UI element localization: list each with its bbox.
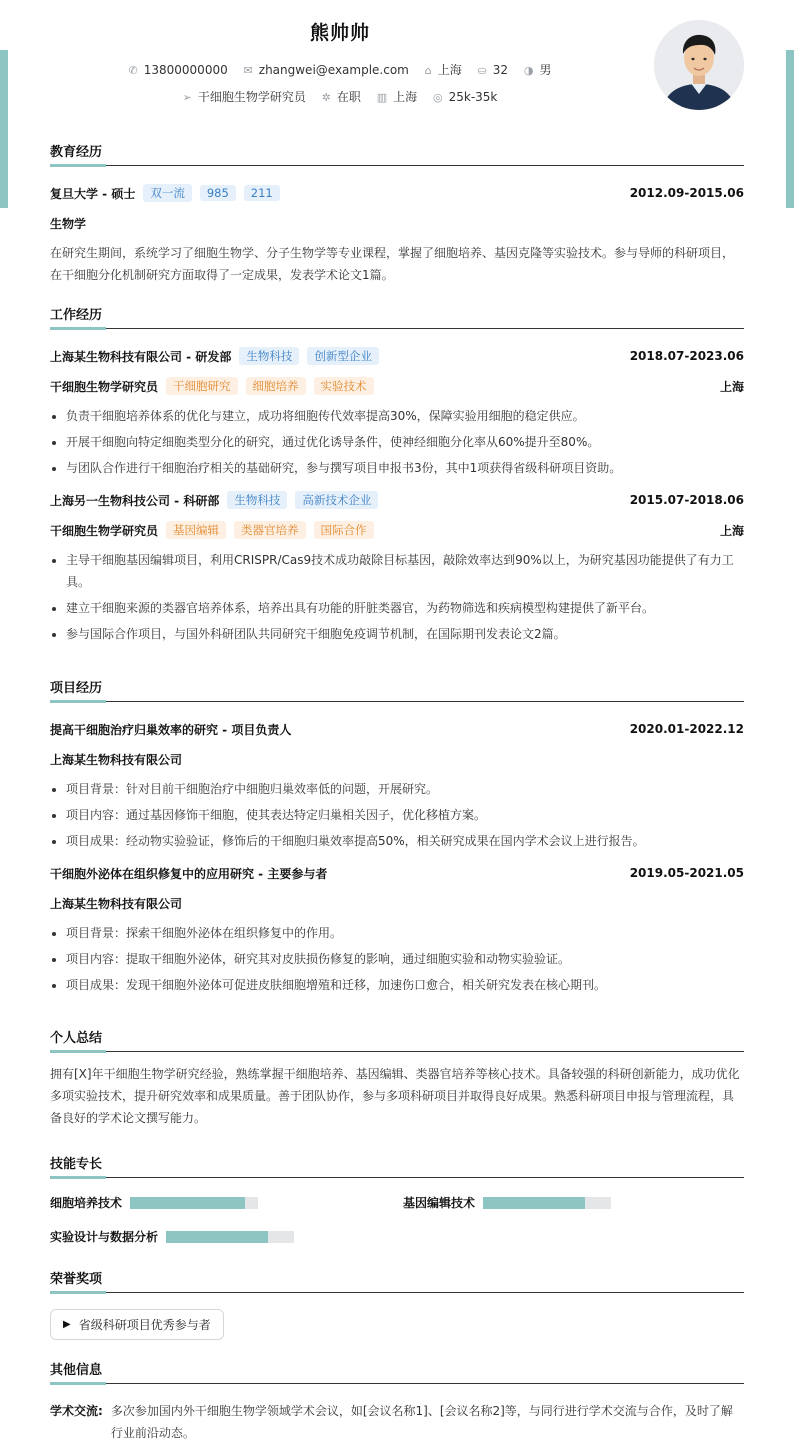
project-period: 2019.05-2021.05	[629, 866, 744, 880]
email-item	[244, 63, 409, 77]
skill-bar	[130, 1197, 258, 1209]
education-period: 2012.09-2015.06	[629, 186, 744, 200]
education-section	[50, 141, 744, 286]
age-text: 32	[492, 63, 509, 77]
project-name: 干细胞外泌体在组织修复中的应用研究 - 主要参与者	[50, 866, 328, 881]
job-period: 2018.07-2023.06	[629, 349, 744, 363]
education-description: 在研究生期间，系统学习了细胞生物学、分子生物学等专业课程，掌握了细胞培养、基因克隆等实验技术。参与导师的科研项目，在干细胞分化机制研究方面取得了一定成果，发表学术论文1篇。	[50, 246, 735, 282]
age-item	[478, 63, 509, 77]
job-company-row	[50, 345, 744, 367]
age-icon: ⛀	[477, 64, 487, 77]
skill-bar-fill	[130, 1197, 245, 1209]
email-text: zhangwei@example.com	[258, 63, 409, 77]
city-item	[377, 88, 417, 105]
summary-title: 个人总结	[50, 1027, 744, 1052]
list-item: • 与团队合作进行干细胞治疗相关的基础研究，参与撰写项目申报书3份，其中1项获得省级科研项目资助。	[66, 457, 744, 479]
status-text: 在职	[336, 90, 361, 104]
school-name: 复旦大学 - 硕士	[50, 186, 136, 201]
skill-item	[50, 1228, 294, 1245]
company-tag: 高新技术企业	[295, 491, 378, 509]
school-tag: 双一流	[143, 184, 192, 202]
role-text: 干细胞生物学研究员	[197, 90, 306, 104]
city-text: 上海	[393, 90, 418, 104]
salary-text: 25k-35k	[448, 90, 498, 104]
position-tag: 细胞培养	[246, 377, 306, 395]
send-icon: ➢	[182, 91, 192, 104]
school-tag: 211	[244, 185, 280, 201]
school-tag: 985	[200, 185, 236, 201]
project-row	[50, 862, 744, 884]
building-icon: ▥	[376, 91, 388, 104]
phone-item	[129, 63, 228, 77]
skill-item	[50, 1194, 258, 1211]
awards-section	[50, 1268, 744, 1340]
project-org-row	[50, 892, 744, 914]
skills-title: 技能专长	[50, 1153, 744, 1178]
list-item: • 主导干细胞基因编辑项目，利用CRISPR/Cas9技术成功敲除目标基因，敲除效率达到90%以上，为研究基因功能提供了有力工具。	[66, 549, 744, 593]
project-bullets	[50, 778, 744, 852]
company-tag: 生物科技	[239, 347, 299, 365]
project-org: 上海某生物科技有限公司	[50, 752, 183, 767]
list-item: • 项目内容：提取干细胞外泌体，研究其对皮肤损伤修复的影响，通过细胞实验和动物实验验证。	[66, 948, 744, 970]
other-label: 学术交流:	[50, 1404, 103, 1418]
company-tag: 生物科技	[227, 491, 287, 509]
play-icon: ▶	[63, 1319, 71, 1330]
projects-title: 项目经历	[50, 677, 744, 702]
position-tag: 国际合作	[314, 521, 374, 539]
award-badge	[50, 1309, 224, 1340]
list-item: • 项目背景：针对目前干细胞治疗中细胞归巢效率低的问题，开展研究。	[66, 778, 744, 800]
job-period: 2015.07-2018.06	[629, 493, 744, 507]
avatar	[654, 20, 744, 110]
location-text: 上海	[437, 63, 462, 77]
resume-header	[0, 0, 794, 120]
work-title: 工作经历	[50, 304, 744, 329]
position-name: 干细胞生物学研究员	[50, 523, 159, 538]
major-text: 生物学	[50, 216, 87, 231]
candidate-name: 熊帅帅	[309, 22, 370, 44]
contact-line	[0, 61, 680, 78]
home-icon: ⌂	[424, 64, 432, 77]
education-title: 教育经历	[50, 141, 744, 166]
skill-name: 基因编辑技术	[403, 1196, 476, 1210]
company-name: 上海另一生物科技公司 - 科研部	[50, 493, 220, 508]
list-item: • 参与国际合作项目，与国外科研团队共同研究干细胞免疫调节机制，在国际期刊发表论文2篇。	[66, 623, 744, 645]
other-section	[50, 1359, 744, 1444]
company-name: 上海某生物科技有限公司 - 研发部	[50, 349, 232, 364]
project-name: 提高干细胞治疗归巢效率的研究 - 项目负责人	[50, 722, 292, 737]
skills-section	[50, 1153, 744, 1253]
summary-section	[50, 1027, 744, 1129]
location-item	[425, 61, 462, 78]
skill-bar-fill	[483, 1197, 585, 1209]
position-name: 干细胞生物学研究员	[50, 379, 159, 394]
other-title: 其他信息	[50, 1359, 744, 1384]
position-tag: 实验技术	[314, 377, 374, 395]
position-tag: 基因编辑	[166, 521, 226, 539]
summary-text: 拥有[X]年干细胞生物学研究经验，熟练掌握干细胞培养、基因编辑、类器官培养等核心技术。具备较强的科研创新能力，成功优化多项实验技术，提升研究效率和成果质量。善于团队协作，参与多项科研项目并取得良好成果。熟悉科研项目申报与管理流程，具备良好的学术论文撰写能力。	[50, 1067, 740, 1125]
award-text: 省级科研项目优秀参与者	[78, 1318, 211, 1332]
status-item	[322, 88, 361, 105]
skill-bar-fill	[166, 1231, 268, 1243]
job-city: 上海	[719, 379, 744, 394]
gender-item	[524, 61, 552, 78]
gender-icon: ◑	[523, 64, 534, 77]
skill-bar	[166, 1231, 294, 1243]
project-bullets	[50, 922, 744, 996]
gender-text: 男	[539, 63, 552, 77]
list-item: • 开展干细胞向特定细胞类型分化的研究，通过优化诱导条件，使神经细胞分化率从60%提升至80%。	[66, 431, 744, 453]
salary-item	[433, 90, 497, 104]
other-row	[50, 1400, 744, 1444]
other-text: 多次参加国内外干细胞生物学领域学术会议，如[会议名称1]、[会议名称2]等，与同行进行学术交流与合作，及时了解行业前沿动态。	[110, 1404, 733, 1440]
projects-section	[50, 677, 744, 1000]
job-bullets	[50, 405, 744, 479]
job-position-row	[50, 519, 744, 541]
role-item	[183, 88, 306, 105]
phone-icon: ✆	[128, 64, 138, 77]
skill-name: 细胞培养技术	[50, 1196, 123, 1210]
project-period: 2020.01-2022.12	[629, 722, 744, 736]
list-item: • 项目成果：经动物实验验证，修饰后的干细胞归巢效率提高50%，相关研究成果在国内学术会议上进行报告。	[66, 830, 744, 852]
status-icon: ✲	[321, 91, 331, 104]
job-city: 上海	[719, 523, 744, 538]
skill-name: 实验设计与数据分析	[50, 1230, 159, 1244]
work-section	[50, 304, 744, 649]
skill-item	[403, 1194, 611, 1211]
job-intent-line	[0, 88, 680, 105]
list-item: • 项目背景：探索干细胞外泌体在组织修复中的作用。	[66, 922, 744, 944]
phone-text: 13800000000	[143, 63, 228, 77]
list-item: • 项目成果：发现干细胞外泌体可促进皮肤细胞增殖和迁移，加速伤口愈合，相关研究发表在核心期刊。	[66, 974, 744, 996]
list-item: • 项目内容：通过基因修饰干细胞，使其表达特定归巢相关因子，优化移植方案。	[66, 804, 744, 826]
skill-bar	[483, 1197, 611, 1209]
project-row	[50, 718, 744, 740]
education-row	[50, 182, 744, 204]
company-tag: 创新型企业	[307, 347, 379, 365]
list-item: • 建立干细胞来源的类器官培养体系，培养出具有功能的肝脏类器官，为药物筛选和疾病模型构建提供了新平台。	[66, 597, 744, 619]
salary-icon: ◎	[432, 91, 443, 104]
awards-title: 荣誉奖项	[50, 1268, 744, 1293]
project-org: 上海某生物科技有限公司	[50, 896, 183, 911]
list-item: • 负责干细胞培养体系的优化与建立，成功将细胞传代效率提高30%，保障实验用细胞的稳定供应。	[66, 405, 744, 427]
job-bullets	[50, 549, 744, 645]
job-position-row	[50, 375, 744, 397]
mail-icon: ✉	[243, 64, 253, 77]
project-org-row	[50, 748, 744, 770]
position-tag: 类器官培养	[234, 521, 306, 539]
position-tag: 干细胞研究	[166, 377, 238, 395]
job-company-row	[50, 489, 744, 511]
major-row	[50, 212, 744, 234]
